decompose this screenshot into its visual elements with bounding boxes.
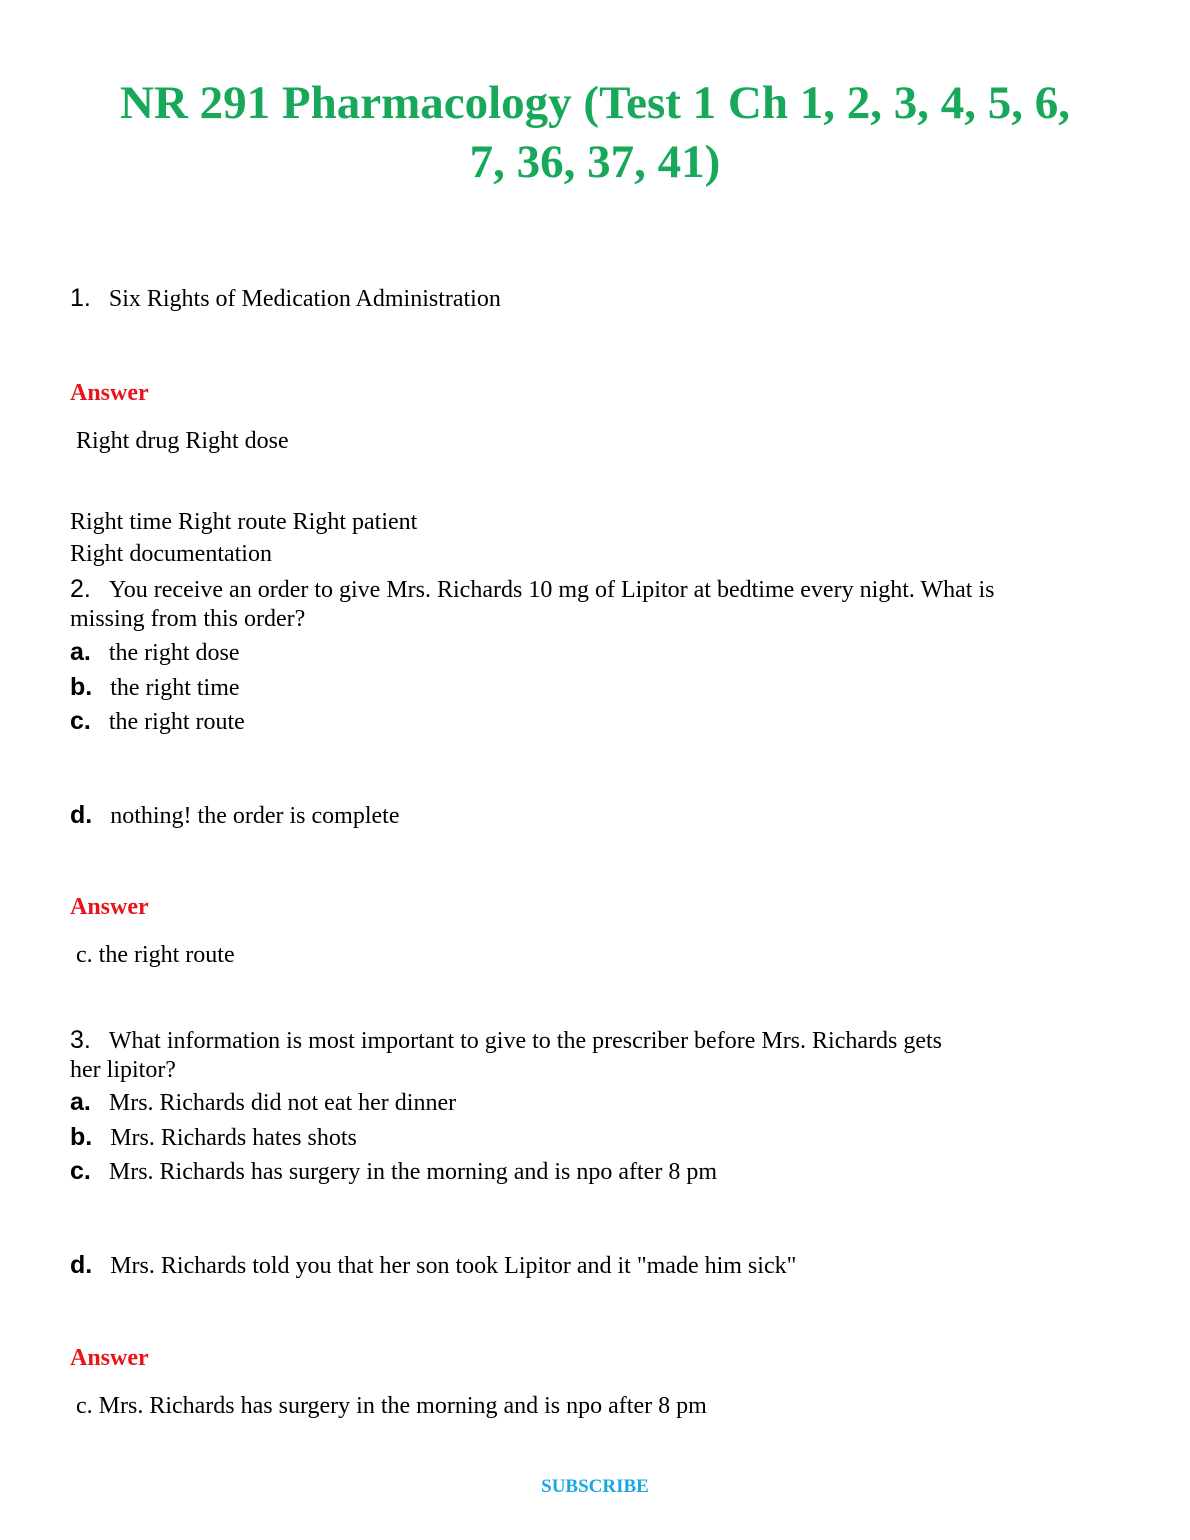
question-number: 2.: [70, 575, 91, 603]
option-text: Mrs. Richards has surgery in the morning and is npo after 8 pm: [108, 1159, 717, 1185]
page-title-line-1: NR 291 Pharmacology (Test 1 Ch 1, 2, 3, 4, 5, 6,: [120, 77, 1070, 129]
question-3: [70, 1026, 942, 1055]
page-title-line-2: 7, 36, 37, 41): [469, 136, 721, 188]
option-text: the right route: [108, 709, 245, 735]
option-c: [70, 1157, 717, 1186]
question-1: [70, 284, 501, 313]
option-letter: a.: [70, 638, 91, 666]
option-c: [70, 707, 245, 736]
option-text: Mrs. Richards told you that her son took Lipitor and it "made him sick": [110, 1253, 797, 1279]
option-text: Mrs. Richards hates shots: [110, 1125, 357, 1151]
option-letter: d.: [70, 1251, 93, 1279]
option-letter: d.: [70, 801, 93, 829]
answer-label: Answer: [70, 1345, 149, 1371]
question-text: Six Rights of Medication Administration: [108, 286, 501, 312]
answer-text: Right drug Right dose: [76, 428, 289, 454]
answer-text: c. Mrs. Richards has surgery in the morning and is npo after 8 pm: [76, 1393, 707, 1419]
option-letter: a.: [70, 1088, 91, 1116]
answer-text: Right time Right route Right patient: [70, 509, 418, 535]
answer-text: c. the right route: [76, 942, 235, 968]
option-text: Mrs. Richards did not eat her dinner: [108, 1090, 457, 1116]
answer-text: Right documentation: [70, 541, 272, 567]
option-letter: c.: [70, 1157, 91, 1185]
option-letter: b.: [70, 673, 93, 701]
subscribe-link[interactable]: SUBSCRIBE: [541, 1476, 649, 1497]
answer-label: Answer: [70, 894, 149, 920]
option-letter: b.: [70, 1123, 93, 1151]
option-a: [70, 1088, 456, 1117]
answer-label: Answer: [70, 380, 149, 406]
question-number: 3.: [70, 1026, 91, 1054]
option-text: the right time: [110, 675, 240, 701]
question-number: 1.: [70, 284, 91, 312]
question-text-continued: her lipitor?: [70, 1057, 176, 1083]
option-b: [70, 1123, 357, 1152]
question-text-continued: missing from this order?: [70, 606, 306, 632]
option-text: the right dose: [108, 640, 240, 666]
option-d: [70, 1251, 796, 1280]
option-text: nothing! the order is complete: [110, 803, 400, 829]
page-title: [40, 74, 1150, 192]
question-text: What information is most important to give to the prescriber before Mrs. Richards gets: [108, 1028, 942, 1054]
option-b: [70, 673, 240, 702]
option-a: [70, 638, 240, 667]
option-letter: c.: [70, 707, 91, 735]
question-2: [70, 575, 994, 604]
question-text: You receive an order to give Mrs. Richards 10 mg of Lipitor at bedtime every night. What is: [108, 577, 995, 603]
option-d: [70, 801, 399, 830]
